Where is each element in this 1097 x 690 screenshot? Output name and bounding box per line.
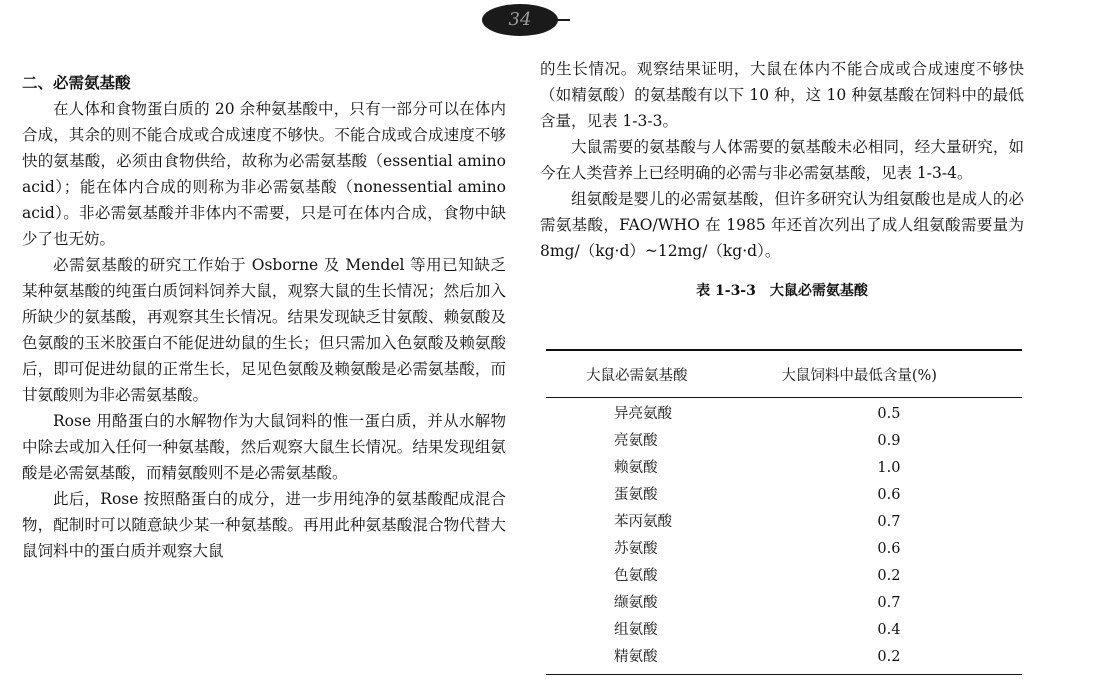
table-cell-acid: 亮氨酸 xyxy=(614,433,658,449)
table-cell-acid: 精氨酸 xyxy=(546,644,753,675)
table-cell-content: 0.5 xyxy=(877,406,901,422)
paragraph-6: 大鼠需要的氨基酸与人体需要的氨基酸未必相同，经大量研究，如今在人类营养上已经明确的必需与非必需氨基酸，见表 1-3-4。 xyxy=(540,138,1024,182)
table-cell-acid: 苯丙氨酸 xyxy=(614,514,672,530)
table-cell-content: 0.6 xyxy=(877,487,901,503)
paragraph-2: 必需氨基酸的研究工作始于 Osborne 及 Mendel 等用已知缺乏某种氨基酸的纯蛋白质饲料饲养大鼠，观察大鼠的生长情况；然后加入所缺少的氨基酸，再观察其生长情况。结果发现缺乏甘氨酸、赖氨酸及色氨酸的玉米胶蛋白不能促进幼鼠的生长；但只需加入色氨酸及赖氨酸后，即可促进幼鼠的正常生长，足见色氨酸及赖氨酸是必需氨基酸，而甘氨酸则为非必需氨基酸。 xyxy=(22,256,506,404)
table-cell-content: 0.2 xyxy=(753,644,1022,675)
table-cell-acid: 苏氨酸 xyxy=(614,541,658,557)
left-column xyxy=(22,70,506,564)
table-cell-content: 0.7 xyxy=(877,514,901,530)
table-header-content: 大鼠饲料中最低含量(%) xyxy=(753,350,1022,398)
table-row xyxy=(546,398,1022,429)
table-cell-content: 0.7 xyxy=(877,595,901,611)
table-row xyxy=(546,509,1022,536)
paragraph-7: 组氨酸是婴儿的必需氨基酸，但许多研究认为组氨酸也是成人的必需氨基酸，FAO/WHO 在 1985 年还首次列出了成人组氨酸需要量为 8mg/（kg·d）~12mg/（kg·d）。 xyxy=(540,190,1024,260)
table-cell-content: 0.9 xyxy=(877,433,901,449)
table-cell-acid: 色氨酸 xyxy=(614,568,658,584)
table-cell-acid: 蛋氨酸 xyxy=(614,487,658,503)
paragraph-4: 此后，Rose 按照酪蛋白的成分，进一步用纯净的氨基酸配成混合物，配制时可以随意缺少某一种氨基酸。再用此种氨基酸混合物代替大鼠饲料中的蛋白质并观察大鼠 xyxy=(22,490,506,560)
table-row xyxy=(546,428,1022,455)
table-row xyxy=(546,536,1022,563)
paragraph-5: 的生长情况。观察结果证明，大鼠在体内不能合成或合成速度不够快（如精氨酸）的氨基酸有以下 10 种，这 10 种氨基酸在饲料中的最低含量，见表 1-3-3。 xyxy=(540,60,1024,130)
table-cell-acid: 赖氨酸 xyxy=(614,460,658,476)
paragraph-3: Rose 用酪蛋白的水解物作为大鼠饲料的惟一蛋白质，并从水解物中除去或加入任何一种氨基酸，然后观察大鼠生长情况。结果发现组氨酸是必需氨基酸，而精氨酸则不是必需氨基酸。 xyxy=(22,412,506,482)
table-cell-content: 0.2 xyxy=(877,568,901,584)
table-row xyxy=(546,482,1022,509)
table-header-acid: 大鼠必需氨基酸 xyxy=(546,350,753,398)
table-row xyxy=(546,644,1022,675)
table-cell-content: 1.0 xyxy=(877,460,901,476)
table-cell-acid: 缬氨酸 xyxy=(614,595,658,611)
table-header-row xyxy=(546,350,1022,398)
page-number-badge: 34 xyxy=(482,4,558,36)
table-cell-acid: 组氨酸 xyxy=(614,622,658,638)
right-column xyxy=(540,56,1024,304)
table-row xyxy=(546,590,1022,617)
table-cell-acid: 异亮氨酸 xyxy=(614,406,672,422)
table-caption: 表 1-3-3 大鼠必需氨基酸 xyxy=(696,283,868,299)
table-row xyxy=(546,563,1022,590)
table-row xyxy=(546,617,1022,644)
section-heading: 二、必需氨基酸 xyxy=(22,73,131,92)
table-row xyxy=(546,455,1022,482)
paragraph-1: 在人体和食物蛋白质的 20 余种氨基酸中，只有一部分可以在体内合成，其余的则不能合成或合成速度不够快。不能合成或合成速度不够快的氨基酸，必须由食物供给，故称为必需氨基酸（essential amino acid）；能在体内合成的则称为非必需氨基酸（nonessential amino acid）。非必需氨基酸并非体内不需要，只是可在体内合成，食物中缺少了也无妨。 xyxy=(22,100,506,248)
table-cell-content: 0.6 xyxy=(877,541,901,557)
table-body xyxy=(546,398,1022,675)
amino-acid-table xyxy=(546,349,1022,675)
table-cell-content: 0.4 xyxy=(877,622,901,638)
